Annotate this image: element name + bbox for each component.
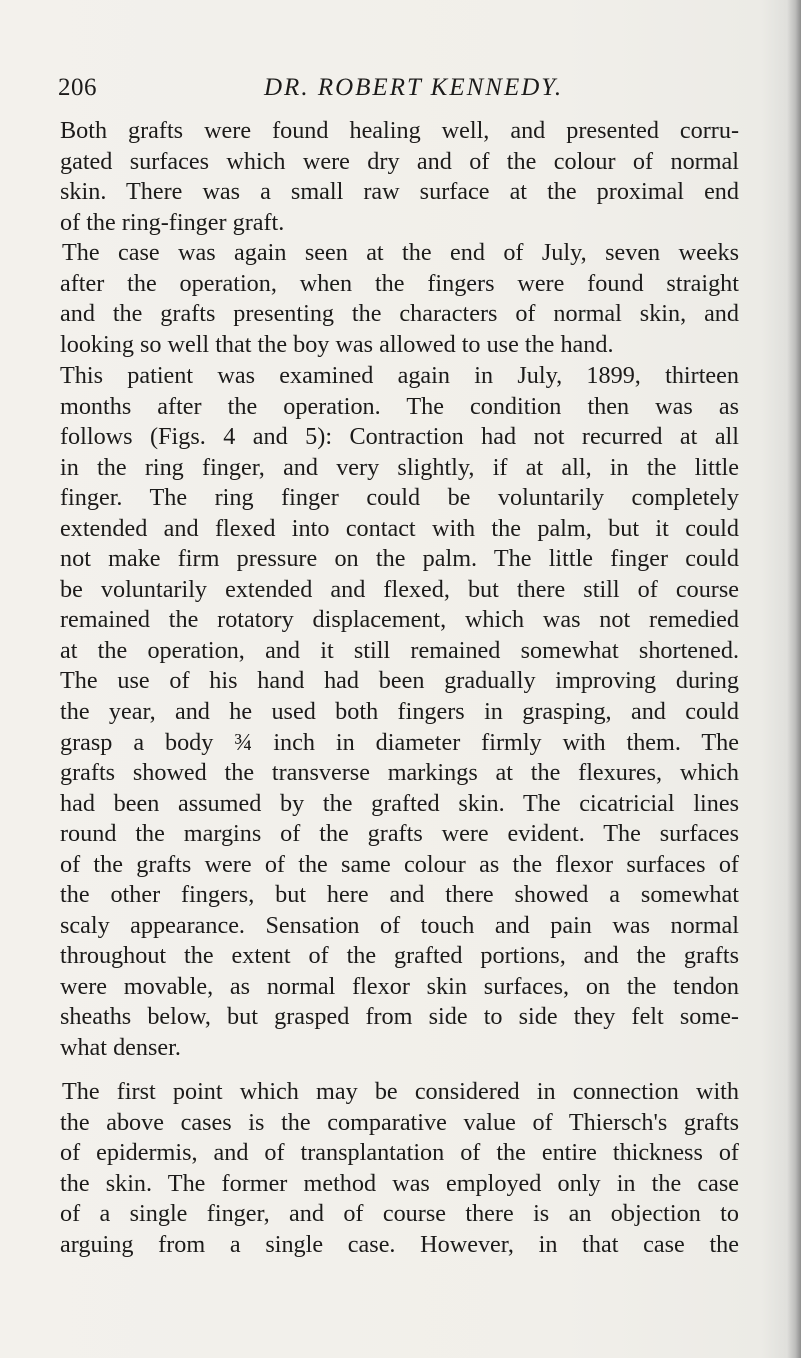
text-line: were movable, as normal flexor skin surfaces, on the tendon bbox=[60, 972, 739, 1000]
text-line: in the ring finger, and very slightly, if at all, in the little bbox=[60, 453, 739, 481]
text-line: of the ring-finger graft. bbox=[60, 208, 285, 236]
text-line: and the grafts presenting the characters of normal skin, and bbox=[60, 300, 739, 328]
text-line: grasp a body ¾ inch in diameter firmly with them. The bbox=[60, 728, 739, 756]
page-number: 206 bbox=[58, 74, 97, 101]
page-edge-shadow bbox=[787, 0, 801, 1358]
running-head bbox=[58, 74, 738, 110]
text-line: grafts showed the transverse markings at the flexures, which bbox=[60, 759, 739, 787]
text-line: throughout the extent of the grafted portions, and the grafts bbox=[60, 942, 739, 970]
text-line: the skin. The former method was employed only in the case bbox=[60, 1169, 739, 1197]
text-line: not make firm pressure on the palm. The little finger could bbox=[60, 545, 739, 573]
text-line: scaly appearance. Sensation of touch and pain was normal bbox=[60, 911, 739, 939]
text-line: of a single finger, and of course there is an objection to bbox=[60, 1200, 739, 1228]
text-line: The use of his hand had been gradually improving during bbox=[60, 667, 739, 695]
text-line: extended and flexed into contact with the palm, but it could bbox=[60, 514, 739, 542]
paragraph-1 bbox=[60, 116, 739, 238]
text-line: arguing from a single case. However, in that case the bbox=[60, 1230, 739, 1258]
text-line: gated surfaces which were dry and of the colour of normal bbox=[60, 147, 739, 175]
text-line: of epidermis, and of transplantation of the entire thickness of bbox=[60, 1139, 739, 1167]
text-line: finger. The ring finger could be voluntarily completely bbox=[60, 484, 739, 512]
text-line: months after the operation. The condition then was as bbox=[60, 392, 739, 420]
text-line: The case was again seen at the end of July, seven weeks bbox=[62, 239, 739, 266]
text-line: sheaths below, but grasped from side to side they felt some- bbox=[60, 1003, 739, 1031]
text-line: This patient was examined again in July, 1899, thirteen bbox=[60, 362, 739, 389]
text-line: be voluntarily extended and flexed, but there still of course bbox=[60, 575, 739, 603]
text-line: The first point which may be considered in connection with bbox=[62, 1078, 739, 1105]
text-line: the year, and he used both fingers in grasping, and could bbox=[60, 698, 739, 726]
text-line: skin. There was a small raw surface at the proximal end bbox=[60, 178, 739, 206]
paragraph-3 bbox=[60, 361, 739, 1064]
text-line: Both grafts were found healing well, and presented corru- bbox=[60, 117, 739, 144]
text-line: of the grafts were of the same colour as the flexor surfaces of bbox=[60, 850, 739, 878]
running-title: DR. ROBERT KENNEDY. bbox=[264, 74, 564, 101]
text-line: had been assumed by the grafted skin. The cicatricial lines bbox=[60, 789, 739, 817]
text-line: looking so well that the boy was allowed to use the hand. bbox=[60, 330, 614, 358]
paragraph-4 bbox=[60, 1077, 739, 1260]
text-line: after the operation, when the fingers were found straight bbox=[60, 269, 739, 297]
text-line: follows (Figs. 4 and 5): Contraction had not recurred at all bbox=[60, 423, 739, 451]
text-line: remained the rotatory displacement, which was not remedied bbox=[60, 606, 739, 634]
text-line: what denser. bbox=[60, 1034, 181, 1062]
text-line: the above cases is the comparative value of Thiersch's grafts bbox=[60, 1108, 739, 1136]
text-line: round the margins of the grafts were evident. The surfaces bbox=[60, 820, 739, 848]
text-line: at the operation, and it still remained somewhat shortened. bbox=[60, 636, 739, 664]
paragraph-2 bbox=[60, 238, 739, 360]
text-line: the other fingers, but here and there showed a somewhat bbox=[60, 881, 739, 909]
